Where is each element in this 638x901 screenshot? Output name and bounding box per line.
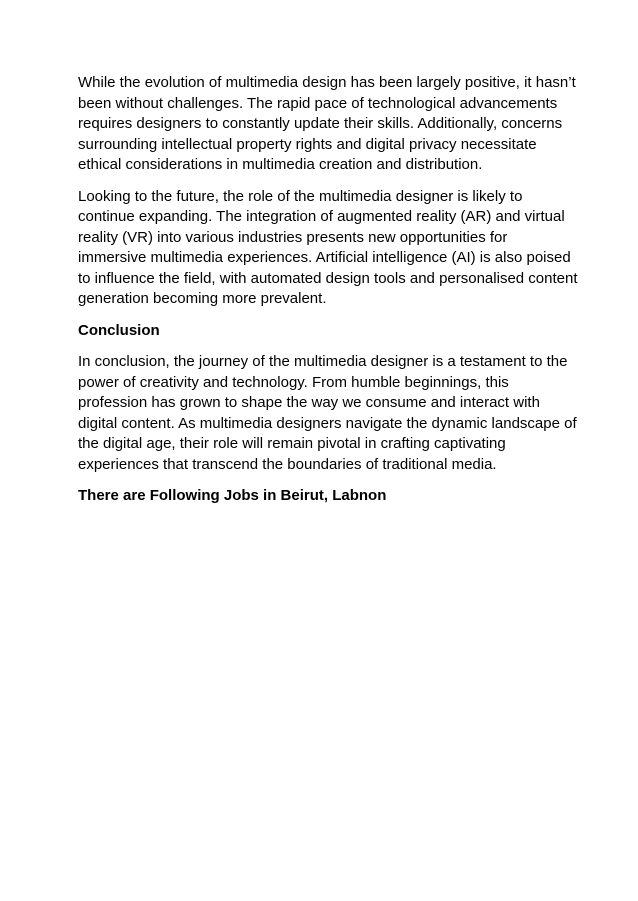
paragraph-challenges — [78, 73, 578, 176]
paragraph-line: the digital age, their role will remain pivotal in crafting captivating — [78, 435, 506, 452]
paragraph-line: While the evolution of multimedia design has been largely positive, it hasn’t — [78, 74, 576, 91]
document-content — [78, 73, 578, 507]
conclusion-heading: Conclusion — [78, 321, 160, 339]
paragraph-future — [78, 187, 578, 310]
paragraph-line: In conclusion, the journey of the multimedia designer is a testament to the — [78, 353, 568, 370]
paragraph-line: immersive multimedia experiences. Artificial intelligence (AI) is also poised — [78, 249, 571, 266]
paragraph-line: reality (VR) into various industries presents new opportunities for — [78, 228, 508, 246]
paragraph-line: continue expanding. The integration of augmented reality (AR) and virtual — [78, 208, 565, 225]
paragraph-line: to influence the field, with automated design tools and personalised content — [78, 269, 578, 287]
paragraph-line: digital content. As multimedia designers navigate the dynamic landscape of — [78, 414, 577, 432]
paragraph-line: power of creativity and technology. From humble beginnings, this — [78, 373, 509, 391]
paragraph-line: experiences that transcend the boundaries of traditional media. — [78, 455, 497, 473]
jobs-heading: There are Following Jobs in Beirut, Labnon — [78, 487, 387, 504]
paragraph-line: surrounding intellectual property rights and digital privacy necessitate — [78, 135, 537, 153]
paragraph-line: ethical considerations in multimedia creation and distribution. — [78, 156, 483, 173]
paragraph-line: been without challenges. The rapid pace of technological advancements — [78, 94, 558, 112]
paragraph-line: Looking to the future, the role of the multimedia designer is likely to — [78, 187, 523, 205]
paragraph-line: profession has grown to shape the way we consume and interact with — [78, 394, 540, 411]
paragraph-conclusion — [78, 352, 578, 475]
paragraph-line: requires designers to constantly update their skills. Additionally, concerns — [78, 115, 563, 132]
paragraph-line: generation becoming more prevalent. — [78, 290, 327, 307]
